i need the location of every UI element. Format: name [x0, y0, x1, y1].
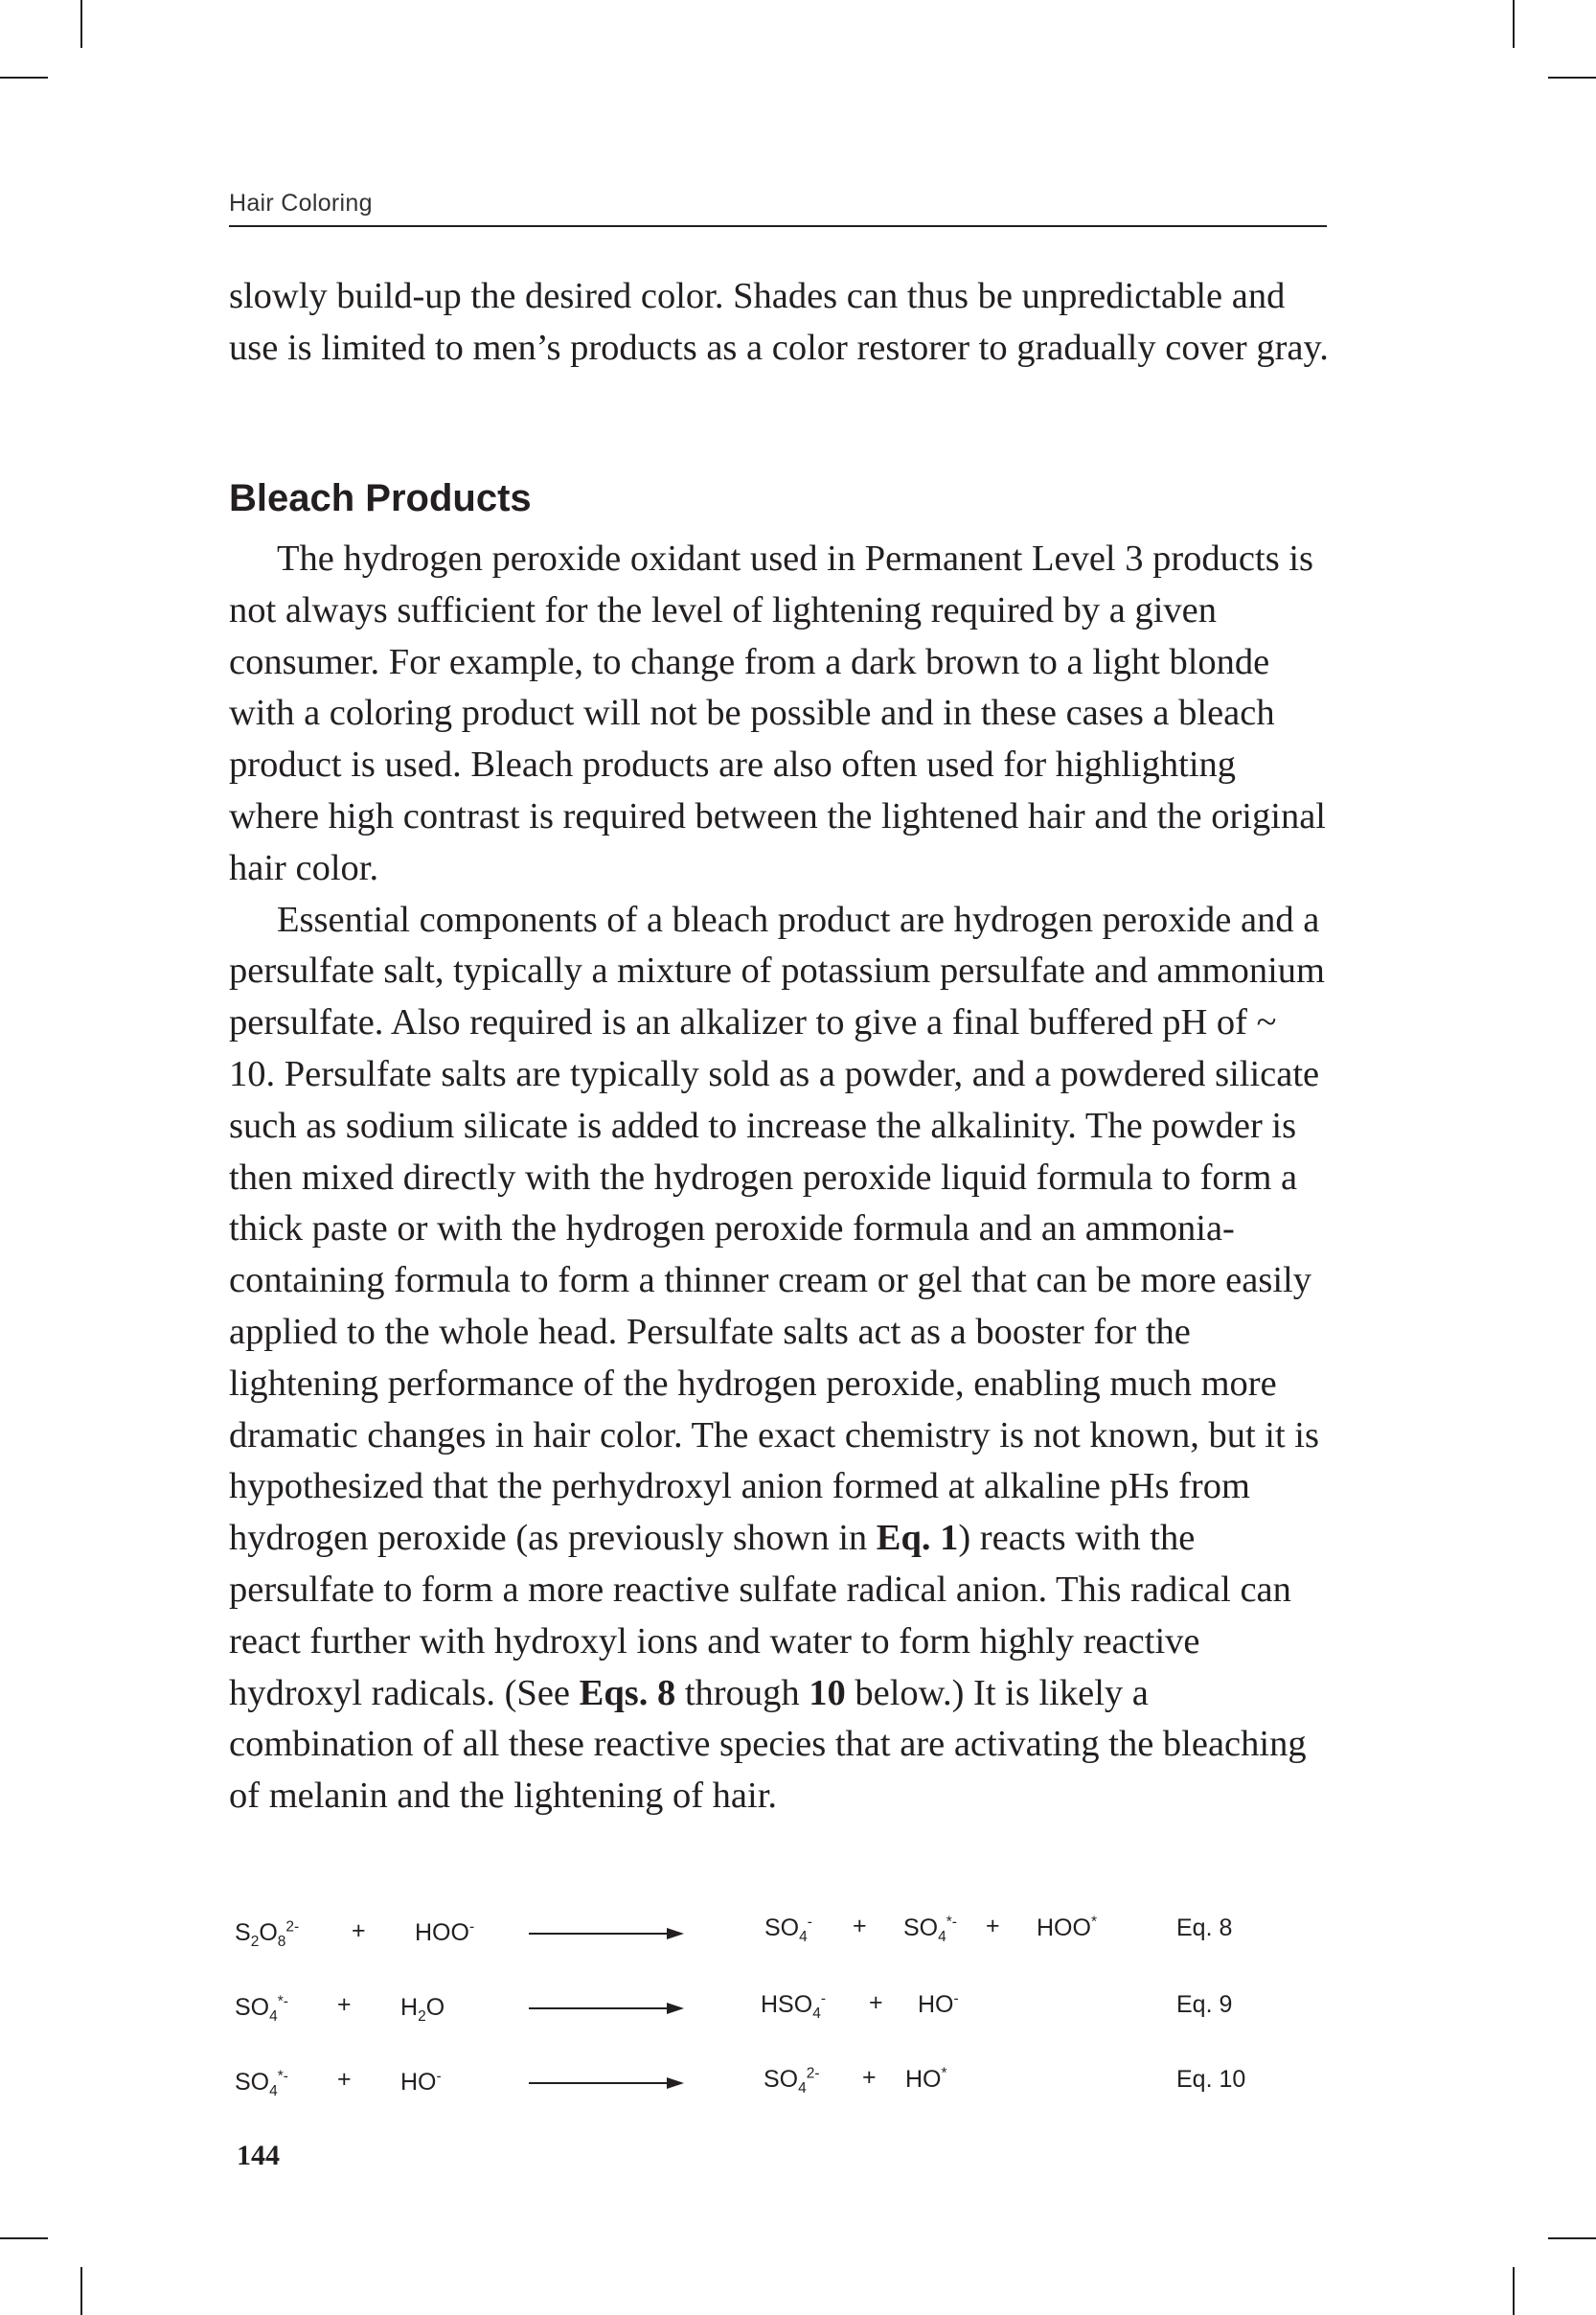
- crop-mark: [1513, 0, 1515, 48]
- plus-sign: +: [869, 1989, 883, 2016]
- crop-mark: [0, 77, 48, 79]
- reaction-arrow: [529, 2001, 684, 2016]
- product-hydrogen-sulfate: $HSO_4^-$: [761, 1990, 826, 2022]
- product-perhydroxyl-radical: HOO*: [1037, 1914, 1097, 1941]
- product-sulfate-dianion: $SO_4^{2-}$: [764, 2065, 820, 2097]
- plus-sign: +: [352, 1917, 366, 1944]
- product-sulfate: $SO_4^-$: [764, 1914, 812, 1945]
- plus-sign: +: [337, 1991, 352, 2018]
- reactant-hydroxide: HO-: [400, 2068, 442, 2096]
- reactant-water: $H_2O$: [400, 1994, 445, 2025]
- equation-label: Eq. 8: [1176, 1914, 1233, 1941]
- product-hydroxyl-radical: HO*: [905, 2065, 947, 2093]
- running-head: Hair Coloring: [229, 190, 373, 217]
- paragraph-text: slowly build-up the desired color. Shades can thus be unpredictable and use is limited to men’s products as a color restorer to gradually cover gray.: [229, 276, 1329, 368]
- crop-mark: [1548, 77, 1596, 79]
- section-body: [229, 534, 1331, 1822]
- plus-sign: +: [862, 2064, 877, 2091]
- crop-mark: [0, 2237, 48, 2239]
- paragraph-text: ) reacts with the persulfate to form a more reactive sulfate radical anion. This radical can react further with hydroxyl ions and water to form highly reactive hydroxyl radicals. (See: [229, 1518, 1291, 1713]
- running-head-rule: [229, 225, 1327, 227]
- equation-reference: 10: [809, 1672, 846, 1713]
- reactant-sulfate-radical: $SO_4^{*-}$: [235, 1993, 288, 2025]
- section-heading: Bleach Products: [229, 477, 532, 519]
- equation-reference: Eq. 1: [876, 1518, 959, 1559]
- plus-sign: +: [337, 2066, 352, 2093]
- continued-paragraph: [229, 271, 1331, 375]
- paragraph-text: Essential components of a bleach product are hydrogen peroxide and a persulfate salt, typically a mixture of potassium persulfate and ammonium persulfate. Also required is an alkalizer to give a final buffered pH of ~ 10. Persulfate salts are typically sold as a powder, and a powdered silicate such as sodium silicate is added to increase the alkalinity. The powder is then mixed directly with the hydrogen peroxide liquid formula to form a thick paste or with the hydrogen peroxide formula and an ammonia-containing formula to form a thinner cream or gel that can be more easily applied to the whole head. Persulfate salts act as a booster for the lightening performance of the hydrogen peroxide, enabling much more dramatic changes in hair color. The exact chemistry is not known, but it is hypothesized that the perhydroxyl anion formed at alkaline pHs from hydrogen peroxide (as previously shown in: [229, 899, 1326, 1559]
- reactant-persulfate: $S_2O_8^{2-}$: [235, 1918, 300, 1950]
- plus-sign: +: [986, 1913, 1000, 1939]
- crop-mark: [80, 0, 82, 48]
- paragraph-text: through: [675, 1672, 809, 1713]
- crop-mark: [1548, 2237, 1596, 2239]
- product-hydroxide: HO-: [918, 1990, 959, 2018]
- equation-reference: Eqs. 8: [579, 1672, 676, 1713]
- reactant-sulfate-radical: $SO_4^{*-}$: [235, 2068, 288, 2099]
- crop-mark: [80, 2267, 82, 2315]
- equation-label: Eq. 10: [1176, 2066, 1246, 2093]
- reaction-arrow: [529, 2075, 684, 2091]
- paragraph-bleach-components: [229, 895, 1331, 1822]
- paragraph-text: below.) It is likely a combination of all these reactive species that are activating the bleaching of melanin and the lightening of hair.: [229, 1672, 1307, 1817]
- crop-mark: [1513, 2267, 1515, 2315]
- reactant-perhydroxyl: HOO-: [415, 1918, 475, 1946]
- reaction-arrow: [529, 1926, 684, 1941]
- page-number: 144: [237, 2140, 280, 2171]
- paragraph-bleach-intro: The hydrogen peroxide oxidant used in Permanent Level 3 products is not always sufficient for the level of lightening required by a given consumer. For example, to change from a dark brown to a light blonde with a coloring product will not be possible and in these cases a bleach product is used. Bleach products are also often used for highlighting where high contrast is required between the lightened hair and the original hair color.: [229, 539, 1326, 888]
- plus-sign: +: [853, 1913, 867, 1939]
- product-sulfate-radical: $SO_4^{*-}$: [903, 1914, 957, 1945]
- equation-label: Eq. 9: [1176, 1991, 1233, 2018]
